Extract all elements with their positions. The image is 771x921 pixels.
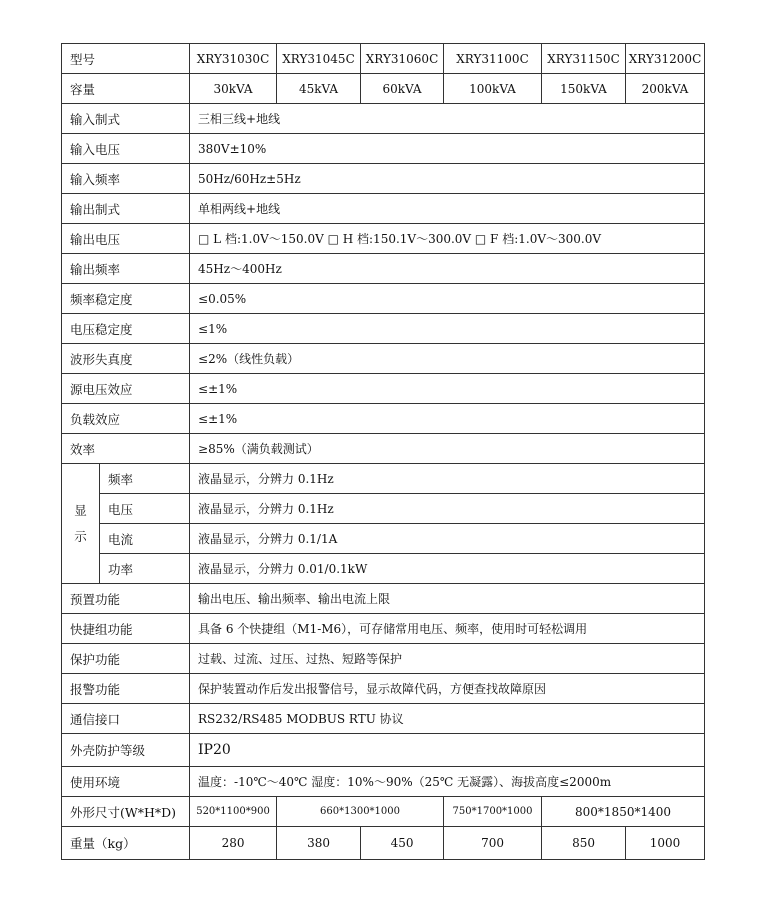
dimensions-label: 外形尺寸(W*H*D) bbox=[62, 797, 190, 827]
display-sub-label: 电压 bbox=[100, 494, 190, 524]
load-effect-value: ≤±1% bbox=[190, 404, 705, 434]
input-frequency-label: 输入频率 bbox=[62, 164, 190, 194]
row-protection bbox=[62, 644, 705, 674]
efficiency-label: 效率 bbox=[62, 434, 190, 464]
ip-label: 外壳防护等级 bbox=[62, 734, 190, 767]
row-volt-stability bbox=[62, 314, 705, 344]
dimensions-1: 520*1100*900 bbox=[190, 797, 277, 827]
model-3: XRY31060C bbox=[361, 44, 444, 74]
row-display-frequency bbox=[62, 464, 705, 494]
freq-stability-value: ≤0.05% bbox=[190, 284, 705, 314]
output-frequency-label: 输出频率 bbox=[62, 254, 190, 284]
row-weight bbox=[62, 827, 705, 860]
volt-stability-value: ≤1% bbox=[190, 314, 705, 344]
output-system-label: 输出制式 bbox=[62, 194, 190, 224]
row-output-system bbox=[62, 194, 705, 224]
model-2: XRY31045C bbox=[277, 44, 361, 74]
display-sub-label: 功率 bbox=[100, 554, 190, 584]
weight-2: 380 bbox=[277, 827, 361, 860]
model-4: XRY31100C bbox=[444, 44, 542, 74]
weight-5: 850 bbox=[542, 827, 626, 860]
protection-value: 过载、过流、过压、过热、短路等保护 bbox=[190, 644, 705, 674]
row-ip bbox=[62, 734, 705, 767]
row-output-voltage bbox=[62, 224, 705, 254]
row-alarm bbox=[62, 674, 705, 704]
protection-label: 保护功能 bbox=[62, 644, 190, 674]
load-effect-label: 负载效应 bbox=[62, 404, 190, 434]
row-load-effect bbox=[62, 404, 705, 434]
model-6: XRY31200C bbox=[626, 44, 705, 74]
model-label: 型号 bbox=[62, 44, 190, 74]
display-sub-label: 频率 bbox=[100, 464, 190, 494]
capacity-label: 容量 bbox=[62, 74, 190, 104]
row-input-voltage bbox=[62, 134, 705, 164]
output-frequency-value: 45Hz～400Hz bbox=[190, 254, 705, 284]
weight-3: 450 bbox=[361, 827, 444, 860]
freq-stability-label: 频率稳定度 bbox=[62, 284, 190, 314]
ip-value: IP20 bbox=[190, 734, 705, 767]
input-voltage-value: 380V±10% bbox=[190, 134, 705, 164]
weight-1: 280 bbox=[190, 827, 277, 860]
output-voltage-label: 输出电压 bbox=[62, 224, 190, 254]
weight-label: 重量（kg） bbox=[62, 827, 190, 860]
shortcut-label: 快捷组功能 bbox=[62, 614, 190, 644]
row-efficiency bbox=[62, 434, 705, 464]
row-display-power bbox=[62, 554, 705, 584]
volt-stability-label: 电压稳定度 bbox=[62, 314, 190, 344]
row-model bbox=[62, 44, 705, 74]
display-sub-value: 液晶显示，分辨力 0.1/1A bbox=[190, 524, 705, 554]
alarm-value: 保护装置动作后发出报警信号，显示故障代码，方便查找故障原因 bbox=[190, 674, 705, 704]
dimensions-4: 800*1850*1400 bbox=[542, 797, 705, 827]
row-source-effect bbox=[62, 374, 705, 404]
row-dimensions bbox=[62, 797, 705, 827]
dimensions-3: 750*1700*1000 bbox=[444, 797, 542, 827]
display-sub-value: 液晶显示，分辨力 0.1Hz bbox=[190, 464, 705, 494]
dimensions-2: 660*1300*1000 bbox=[277, 797, 444, 827]
shortcut-value: 具备 6 个快捷组（M1-M6），可存储常用电压、频率，使用时可轻松调用 bbox=[190, 614, 705, 644]
output-system-value: 单相两线+地线 bbox=[190, 194, 705, 224]
model-1: XRY31030C bbox=[190, 44, 277, 74]
row-distortion bbox=[62, 344, 705, 374]
row-display-current bbox=[62, 524, 705, 554]
display-sub-label: 电流 bbox=[100, 524, 190, 554]
model-5: XRY31150C bbox=[542, 44, 626, 74]
row-freq-stability bbox=[62, 284, 705, 314]
capacity-3: 60kVA bbox=[361, 74, 444, 104]
capacity-1: 30kVA bbox=[190, 74, 277, 104]
row-preset bbox=[62, 584, 705, 614]
spec-table bbox=[61, 43, 705, 860]
row-input-frequency bbox=[62, 164, 705, 194]
input-frequency-value: 50Hz/60Hz±5Hz bbox=[190, 164, 705, 194]
comm-value: RS232/RS485 MODBUS RTU 协议 bbox=[190, 704, 705, 734]
capacity-2: 45kVA bbox=[277, 74, 361, 104]
display-sub-value: 液晶显示，分辨力 0.1Hz bbox=[190, 494, 705, 524]
row-environment bbox=[62, 767, 705, 797]
source-effect-label: 源电压效应 bbox=[62, 374, 190, 404]
row-input-system bbox=[62, 104, 705, 134]
input-system-value: 三相三线+地线 bbox=[190, 104, 705, 134]
display-sub-value: 液晶显示，分辨力 0.01/0.1kW bbox=[190, 554, 705, 584]
preset-label: 预置功能 bbox=[62, 584, 190, 614]
comm-label: 通信接口 bbox=[62, 704, 190, 734]
row-output-frequency bbox=[62, 254, 705, 284]
capacity-5: 150kVA bbox=[542, 74, 626, 104]
row-comm bbox=[62, 704, 705, 734]
row-shortcut bbox=[62, 614, 705, 644]
weight-4: 700 bbox=[444, 827, 542, 860]
input-voltage-label: 输入电压 bbox=[62, 134, 190, 164]
display-group-label: 显示 bbox=[62, 464, 100, 584]
input-system-label: 输入制式 bbox=[62, 104, 190, 134]
environment-label: 使用环境 bbox=[62, 767, 190, 797]
environment-value: 温度：-10℃～40℃ 湿度：10%～90%（25℃ 无凝露）、海拔高度≤2000m bbox=[190, 767, 705, 797]
distortion-value: ≤2%（线性负载） bbox=[190, 344, 705, 374]
capacity-4: 100kVA bbox=[444, 74, 542, 104]
output-voltage-value: □ L 档:1.0V～150.0V □ H 档:150.1V～300.0V □ F 档:1.0V～300.0V bbox=[190, 224, 705, 254]
source-effect-value: ≤±1% bbox=[190, 374, 705, 404]
distortion-label: 波形失真度 bbox=[62, 344, 190, 374]
row-capacity bbox=[62, 74, 705, 104]
weight-6: 1000 bbox=[626, 827, 705, 860]
efficiency-value: ≥85%（满负载测试） bbox=[190, 434, 705, 464]
row-display-voltage bbox=[62, 494, 705, 524]
capacity-6: 200kVA bbox=[626, 74, 705, 104]
alarm-label: 报警功能 bbox=[62, 674, 190, 704]
preset-value: 输出电压、输出频率、输出电流上限 bbox=[190, 584, 705, 614]
